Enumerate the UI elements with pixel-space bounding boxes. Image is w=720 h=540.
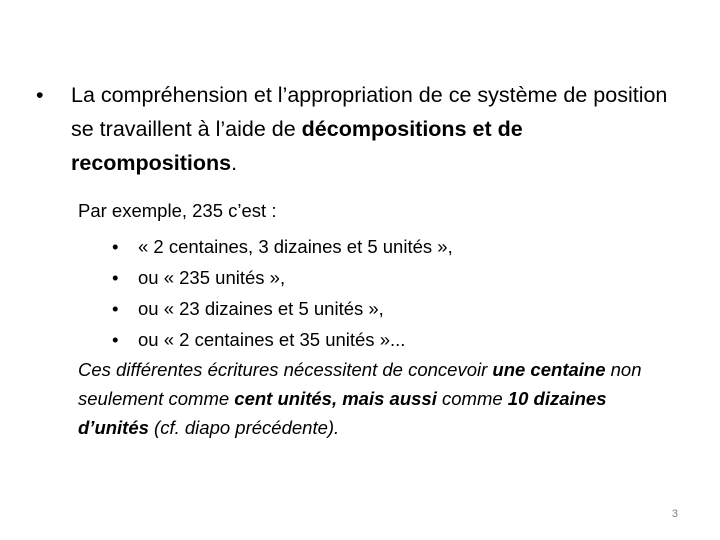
bullet-glyph: • bbox=[112, 267, 119, 288]
bullet-glyph: • bbox=[112, 329, 119, 350]
conclusion-bold-part: 10 dizaines d’unités bbox=[78, 388, 607, 438]
list-item-text: « 2 centaines, 3 dizaines et 5 unités », bbox=[138, 236, 453, 257]
bullet-glyph: • bbox=[112, 236, 119, 257]
example-intro: Par exemple, 235 c’est : bbox=[78, 200, 277, 221]
list-item bbox=[112, 231, 678, 262]
conclusion-bold-part: cent unités, mais aussi bbox=[234, 388, 437, 409]
conclusion-part: comme bbox=[436, 388, 508, 409]
example-list bbox=[78, 231, 678, 355]
list-item bbox=[112, 293, 678, 324]
list-item-text: ou « 23 dizaines et 5 unités », bbox=[138, 298, 384, 319]
main-bullet-text bbox=[71, 78, 676, 180]
conclusion-bold-part: une centaine bbox=[492, 359, 606, 380]
list-item-text: ou « 235 unités », bbox=[138, 267, 286, 288]
list-item bbox=[112, 262, 678, 293]
main-bullet-bold-part: décompositions et de recompositions bbox=[71, 117, 523, 175]
example-block bbox=[78, 196, 678, 442]
bullet-glyph: • bbox=[36, 83, 44, 107]
conclusion-part: Ces différentes écritures nécessitent de concevoir bbox=[78, 359, 493, 380]
page-number: 3 bbox=[671, 508, 678, 520]
conclusion-part: (cf. diapo précédente). bbox=[148, 417, 340, 438]
conclusion-part: non seulement comme bbox=[78, 359, 642, 409]
main-bullet-part: . bbox=[231, 151, 238, 175]
main-bullet bbox=[36, 78, 676, 180]
main-bullet-part: La compréhension et l’appropriation de ce système de position se travaillent à l’aide de bbox=[71, 83, 668, 141]
list-item-text: ou « 2 centaines et 35 unités »... bbox=[138, 329, 406, 350]
conclusion-paragraph bbox=[78, 355, 678, 442]
bullet-glyph: • bbox=[112, 298, 119, 319]
list-item bbox=[112, 324, 678, 355]
